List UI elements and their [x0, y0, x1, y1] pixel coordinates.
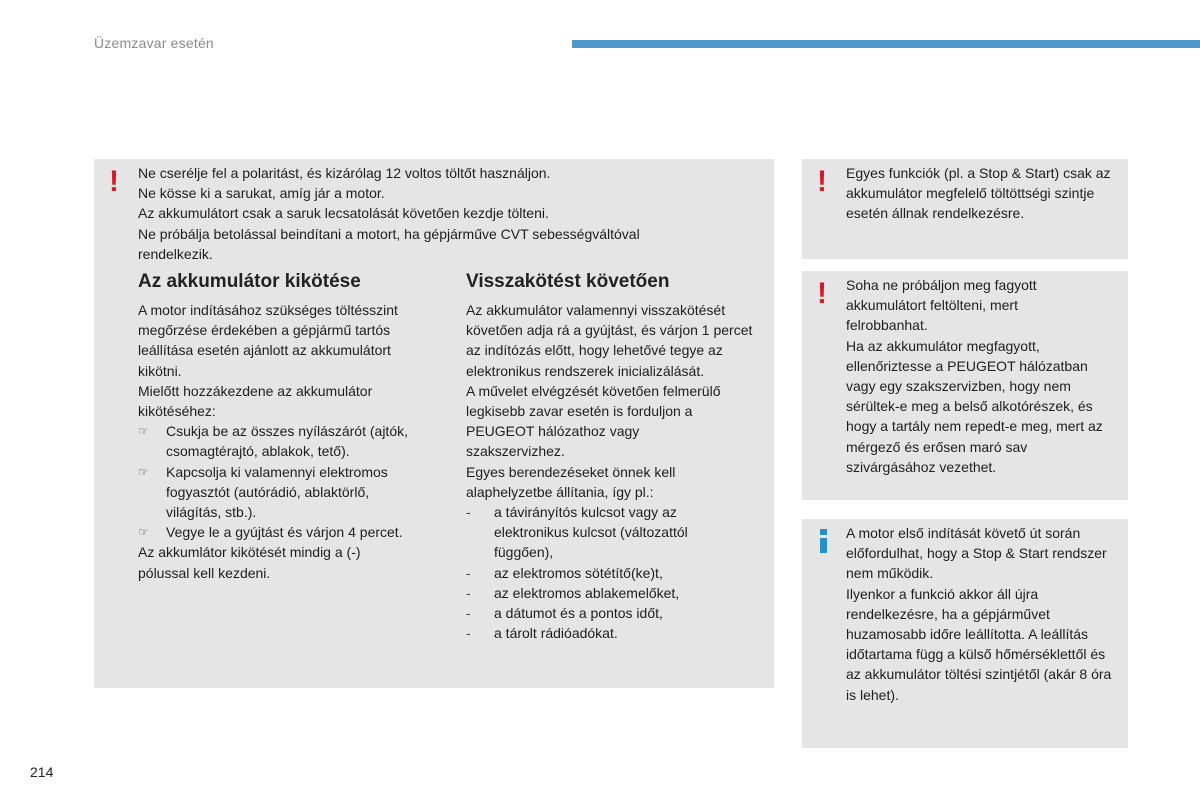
list-item: [466, 603, 766, 623]
warning-line: Ne cserélje fel a polaritást, és kizárólag 12 voltos töltőt használjon.: [138, 165, 551, 181]
paragraph: Ha az akkumulátor megfagyott, ellenőriztesse a PEUGEOT hálózatban vagy egy szakszervizben, hogy nem sérültek-e meg a belső alkotórészek, és hogy a tartály nem repedt-e meg, mert az mérgező és erősen maró sav szivárgásához vezethet.: [846, 337, 1103, 475]
header-accent-bar: [572, 40, 1200, 48]
main-warning-text: [138, 163, 758, 264]
dash-marker: -: [466, 625, 471, 642]
list-item: [138, 522, 438, 542]
reconnect-section: [466, 270, 766, 643]
list-item: [466, 623, 766, 643]
section-heading: Az akkumulátor kikötése: [138, 271, 361, 292]
dash-marker: -: [466, 605, 471, 622]
main-content-panel: [94, 159, 774, 688]
list-item-text: a távirányítós kulcsot vagy az elektronikus kulcsot (változattól függően),: [494, 504, 688, 561]
exclamation-warning-icon: !: [817, 277, 827, 310]
dash-marker: -: [466, 584, 471, 601]
stop-start-info-box: [802, 519, 1128, 748]
list-item: [466, 563, 766, 583]
list-item-text: Csukja be az összes nyílászárót (ajtók, csomagtérajtó, ablakok, tető).: [166, 423, 408, 460]
list-item: [466, 502, 739, 563]
list-item-text: Kapcsolja ki valamennyi elektromos fogyasztót (autórádió, ablaktörlő, világítás, stb.).: [166, 463, 388, 521]
box-text: Egyes funkciók (pl. a Stop & Start) csak az akkumulátor megfelelő töltöttségi szintje esetén állnak rendelkezésre.: [846, 165, 1111, 222]
list-item-text: a tárolt rádióadókat.: [494, 625, 618, 642]
warning-line: Ne próbálja betolással beindítani a motort, ha gépjárműve CVT sebességváltóval rendelkezik.: [138, 225, 640, 262]
list-item-text: Vegye le a gyújtást és várjon 4 percet.: [166, 524, 403, 541]
dash-marker: -: [466, 504, 471, 521]
section-title: Üzemzavar esetén: [94, 35, 214, 51]
box-text: [846, 523, 1118, 705]
frozen-battery-warning-box: [802, 271, 1128, 500]
warning-line: Az akkumulátort csak a saruk lecsatolását követően kezdje tölteni.: [138, 205, 549, 222]
battery-disconnect-section: [138, 270, 438, 583]
paragraph: Soha ne próbáljon meg fagyott akkumulátort feltölteni, mert felrobbanhat.: [846, 277, 1037, 334]
pointing-hand-icon: ☞: [138, 525, 149, 540]
list-item: [138, 421, 438, 461]
list-item-text: az elektromos ablakemelőket,: [494, 584, 680, 601]
intro-paragraph: A motor indításához szükséges töltésszint megőrzése érdekében a gépjármű tartós leállítása esetén ajánlott az akkumulátort kikötni.: [138, 302, 398, 379]
warning-line: Ne kösse ki a sarukat, amíg jár a motor.: [138, 185, 385, 202]
before-paragraph: Mielőtt hozzákezdene az akkumulátor kikötéséhez:: [138, 382, 373, 420]
paragraph: Ilyenkor a funkció akkor áll újra rendelkezésre, ha a gépjárművet huzamosabb időre leállította. A leállítás időtartama függ a külső hőmérséklettől és az akkumulátor töltési szintjétől (akár 8 óra is lehet).: [846, 585, 1112, 703]
list-item-text: az elektromos sötétítő(ke)t,: [494, 564, 663, 581]
paragraph: Az akkumulátor valamennyi visszakötését követően adja rá a gyújtást, és várjon 1 percet az indítózás előtt, hogy lehetővé tegye az elektronikus rendszerek inicializálását.: [466, 302, 753, 379]
list-item-text: a dátumot és a pontos időt,: [494, 605, 663, 622]
list-item: [138, 462, 424, 523]
exclamation-warning-icon: !: [817, 165, 827, 198]
dash-marker: -: [466, 564, 471, 581]
section-heading: Visszakötést követően: [466, 271, 670, 292]
pointing-hand-icon: ☞: [138, 424, 149, 439]
paragraph: A motor első indítását követő út során előfordulhat, hogy a Stop & Start rendszer nem működik.: [846, 525, 1107, 582]
pointing-hand-icon: ☞: [138, 464, 149, 479]
list-item: [466, 583, 766, 603]
paragraph: Egyes berendezéseket önnek kell alaphelyzetbe állítania, így pl.:: [466, 463, 676, 500]
page-number: 214: [30, 764, 54, 780]
exclamation-warning-icon: !: [109, 165, 119, 198]
box-text: [846, 275, 1118, 477]
stop-start-warning-box: [802, 159, 1128, 259]
paragraph: A művelet elvégzését követően felmerülő legkisebb zavar esetén is forduljon a PEUGEOT hálózathoz vagy szakszervizhez.: [466, 382, 721, 460]
outro-paragraph: Az akkumlátor kikötését mindig a (-) pólussal kell kezdeni.: [138, 544, 361, 581]
